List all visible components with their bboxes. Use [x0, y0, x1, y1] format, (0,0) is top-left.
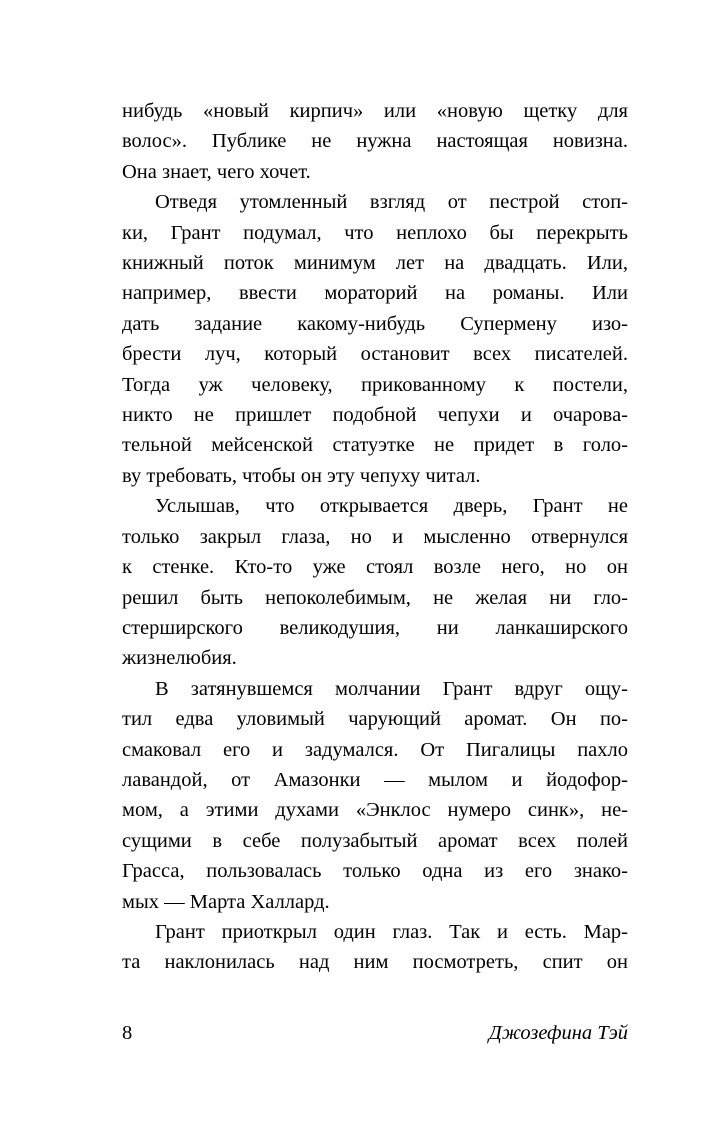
page-body	[122, 96, 628, 978]
text-line: та наклонилась над ним посмотреть, спит он	[122, 951, 628, 974]
text-line: сущими в себе полузабытый аромат всех полей	[122, 829, 628, 852]
text-line: только закрыл глаза, но и мысленно отвернулся	[122, 525, 628, 548]
text-line: лавандой, от Амазонки — мылом и йодофор-	[122, 768, 628, 791]
text-line: Услышав, что открывается дверь, Грант не	[155, 495, 628, 518]
text-line: дать задание какому-нибудь Супермену изо-	[122, 312, 628, 335]
text-line: мом, а этими духами «Энклос нумеро синк», не-	[122, 799, 628, 822]
text-line: мых — Марта Халлард.	[122, 890, 330, 913]
text-line: к стенке. Кто-то уже стоял возле него, но он	[122, 556, 628, 579]
text-line: никто не пришлет подобной чепухи и очарова-	[122, 404, 628, 427]
text-line: стерширского великодушия, ни ланкаширского	[122, 616, 628, 639]
running-head-author: Джозефина Тэй	[488, 1022, 628, 1044]
text-line: ву требовать, чтобы он эту чепуху читал.	[122, 464, 481, 487]
text-line: Она знает, чего хочет.	[122, 160, 311, 183]
text-line: Грасса, пользовалась только одна из его знако-	[122, 860, 628, 883]
text-line: ки, Грант подумал, что неплохо бы перекрыть	[122, 221, 628, 244]
page-footer	[122, 1018, 628, 1048]
paragraph	[122, 917, 628, 978]
paragraph	[122, 491, 628, 673]
text-line: смаковал его и задумался. От Пигалицы пахло	[122, 738, 628, 761]
text-line: книжный поток минимум лет на двадцать. Или,	[122, 252, 628, 275]
text-line: нибудь «новый кирпич» или «новую щетку для	[122, 100, 628, 122]
paragraph	[122, 96, 628, 187]
text-line: Отведя утомленный взгляд от пестрой стоп-	[155, 191, 628, 214]
paragraph	[122, 187, 628, 491]
text-line: тил едва уловимый чарующий аромат. Он по-	[122, 708, 628, 731]
text-line: например, ввести мораторий на романы. Или	[122, 282, 628, 305]
text-line: В затянувшемся молчании Грант вдруг ощу-	[155, 677, 628, 700]
text-line: брести луч, который остановит всех писателей.	[122, 343, 628, 366]
page-number: 8	[122, 1022, 133, 1044]
text-line: волос». Публике не нужна настоящая новизна.	[122, 130, 628, 153]
text-line: Грант приоткрыл один глаз. Так и есть. Мар-	[155, 920, 628, 943]
text-line: Тогда уж человеку, прикованному к постели,	[122, 373, 628, 396]
text-line: тельной мейсенской статуэтке не придет в голо-	[122, 434, 628, 457]
text-line: решил быть непоколебимым, не желая ни гло-	[122, 586, 628, 609]
text-line: жизнелюбия.	[122, 647, 237, 670]
paragraph	[122, 674, 628, 917]
